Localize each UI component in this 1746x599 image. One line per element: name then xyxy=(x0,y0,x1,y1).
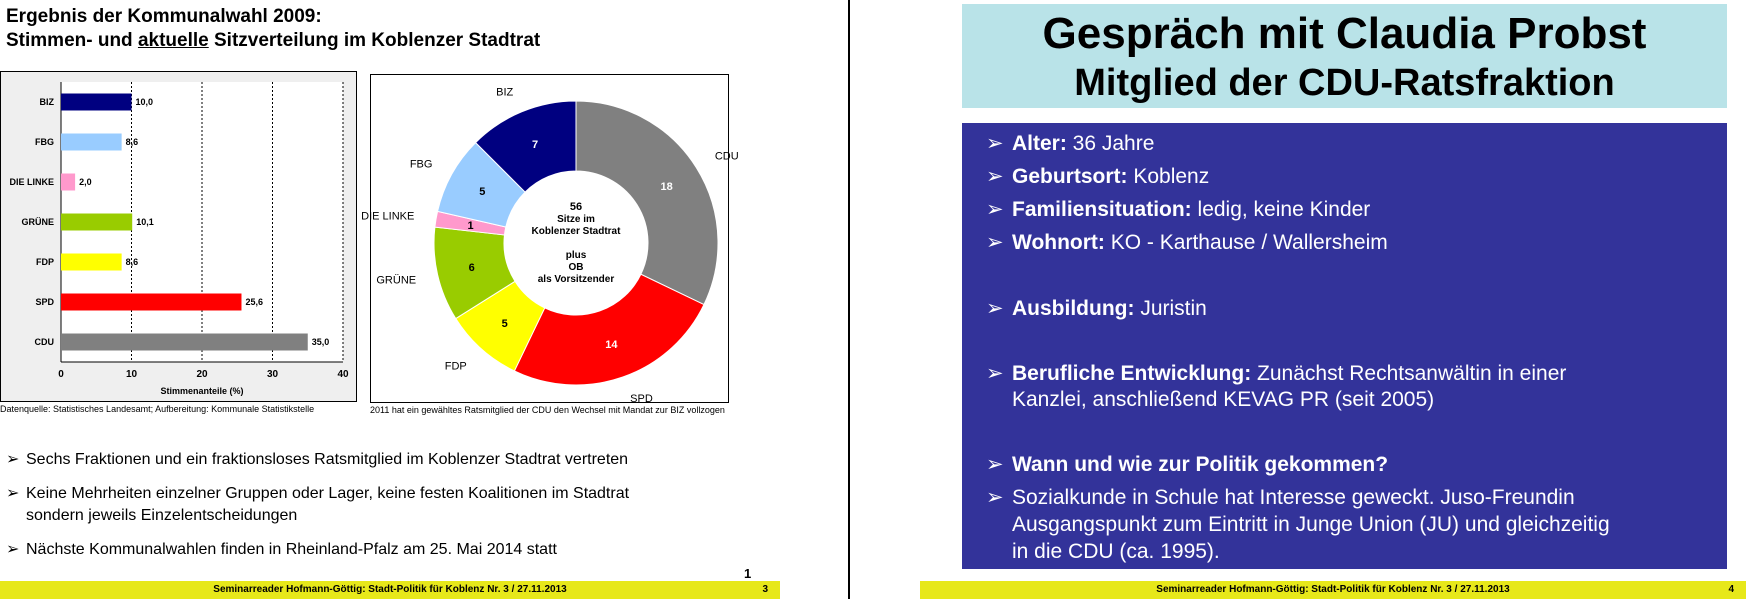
item-text: Juristin xyxy=(1134,297,1207,320)
x-tick-label: 40 xyxy=(337,369,349,380)
item-text: 36 Jahre xyxy=(1066,132,1155,155)
profile-item xyxy=(986,130,1692,157)
bullet-arrow-icon: ➢ xyxy=(986,132,1004,155)
slice-value-label: 14 xyxy=(605,338,618,351)
center-label: Koblenzer Stadtrat xyxy=(531,226,621,237)
bullet-item xyxy=(6,539,746,561)
category-label: FDP xyxy=(36,257,54,267)
item-label: Berufliche Entwicklung: xyxy=(1012,362,1252,385)
donut-chart xyxy=(361,75,739,405)
bar-chart-frame xyxy=(0,71,357,402)
slide-title xyxy=(6,5,540,53)
title-line-2 xyxy=(6,29,540,53)
item-text: Zunächst Rechtsanwältin in einer xyxy=(1251,362,1567,385)
slice-value-label: 5 xyxy=(479,186,486,199)
bullet-arrow-icon: ➢ xyxy=(986,297,1004,320)
donut-chart-frame xyxy=(361,74,739,405)
donut-note: 2011 hat ein gewähltes Ratsmitglied der CDU den Wechsel mit Mandat zur BIZ vollzogen xyxy=(370,405,725,415)
center-label: 56 xyxy=(569,201,583,213)
x-tick-label: 30 xyxy=(266,369,279,380)
bullet-text: Sechs Fraktionen und ein fraktionsloses Ratsmitglied im Koblenzer Stadtrat vertreten xyxy=(26,451,629,468)
profile-item-continuation xyxy=(1012,386,1692,413)
profile-panel xyxy=(962,123,1727,569)
header-line-1: Gespräch mit Claudia Probst xyxy=(1042,9,1647,58)
item-label: Wann und wie zur Politik gekommen? xyxy=(1012,453,1389,476)
bullet-text: sondern jeweils Einzelentscheidungen xyxy=(26,507,298,524)
bullet-arrow-icon: ➢ xyxy=(986,198,1004,221)
bullet-arrow-icon: ➢ xyxy=(6,485,20,502)
category-label: CDU xyxy=(34,337,54,347)
slice-value-label: 7 xyxy=(531,139,539,152)
profile-item xyxy=(986,295,1692,322)
item-label: Ausbildung: xyxy=(1012,297,1135,320)
slice-category-label: BIZ xyxy=(496,86,514,99)
x-tick-label: 20 xyxy=(196,369,208,380)
title-part: Sitzverteilung im Koblenzer Stadtrat xyxy=(208,30,541,51)
bullet-item-continuation xyxy=(6,505,746,527)
center-label: Sitze im xyxy=(557,214,595,225)
item-label: Familiensituation: xyxy=(1012,198,1192,221)
bullet-arrow-icon: ➢ xyxy=(986,486,1004,509)
item-text: ledig, keine Kinder xyxy=(1191,198,1371,221)
bar-chart-source: Datenquelle: Statistisches Landesamt; Aufbereitung: Kommunale Statistikstelle xyxy=(0,404,315,414)
profile-item xyxy=(986,196,1692,223)
profile-item xyxy=(986,360,1692,387)
value-label: 8,6 xyxy=(125,137,139,147)
item-text: Ausgangspunkt zum Eintritt in Junge Union (JU) und gleichzeitig xyxy=(1012,513,1610,536)
value-label: 10,1 xyxy=(136,217,154,227)
left-footer xyxy=(0,581,780,599)
bullet-arrow-icon: ➢ xyxy=(6,451,20,468)
title-line-1: Ergebnis der Kommunalwahl 2009: xyxy=(6,6,322,27)
profile-item xyxy=(986,484,1692,511)
slice-category-label: FDP xyxy=(444,360,467,373)
bar xyxy=(61,174,75,191)
bar xyxy=(61,334,308,351)
category-label: DIE LINKE xyxy=(9,177,54,187)
slice-value-label: 6 xyxy=(468,261,475,274)
donut-slice xyxy=(514,274,704,385)
bar xyxy=(61,254,122,271)
value-label: 2,0 xyxy=(79,177,92,187)
bullet-arrow-icon: ➢ xyxy=(6,541,20,558)
item-text: KO - Karthause / Wallersheim xyxy=(1104,231,1388,254)
bar-chart xyxy=(1,72,356,401)
bullet-text: Nächste Kommunalwahlen finden in Rheinland-Pfalz am 25. Mai 2014 statt xyxy=(26,541,557,558)
x-axis-label: Stimmenanteile (%) xyxy=(160,386,244,396)
item-label: Geburtsort: xyxy=(1012,165,1128,188)
right-footer xyxy=(920,581,1746,599)
value-label: 25,6 xyxy=(245,297,264,307)
footer-page-number: 3 xyxy=(762,584,768,595)
title-underlined-word: aktuelle xyxy=(137,30,209,51)
item-label: Alter: xyxy=(1012,132,1067,155)
item-text: in die CDU (ca. 1995). xyxy=(1012,540,1220,563)
category-label: GRÜNE xyxy=(21,217,54,227)
bar xyxy=(61,294,241,311)
x-tick-label: 0 xyxy=(58,369,64,380)
center-label: als Vorsitzender xyxy=(537,274,615,285)
slice-category-label: SPD xyxy=(630,392,653,405)
category-label: SPD xyxy=(35,297,54,307)
page-marker: 1 xyxy=(744,566,752,581)
center-label: plus xyxy=(565,250,587,261)
footer-text: Seminarreader Hofmann-Göttig: Stadt-Politik für Koblenz Nr. 3 / 27.11.2013 xyxy=(1156,584,1510,595)
profile-item-continuation xyxy=(1012,538,1692,565)
profile-item xyxy=(986,229,1692,256)
category-label: BIZ xyxy=(39,97,54,107)
page-divider xyxy=(848,0,850,599)
bullet-item xyxy=(6,483,746,505)
center-label: OB xyxy=(568,262,584,273)
footer-text: Seminarreader Hofmann-Göttig: Stadt-Politik für Koblenz Nr. 3 / 27.11.2013 xyxy=(213,584,567,595)
bullet-arrow-icon: ➢ xyxy=(986,165,1004,188)
bullet-item xyxy=(6,449,746,471)
x-tick-label: 10 xyxy=(125,369,138,380)
item-label: Wohnort: xyxy=(1012,231,1105,254)
footer-page-number: 4 xyxy=(1728,584,1734,595)
slice-value-label: 1 xyxy=(467,220,474,233)
bullet-arrow-icon: ➢ xyxy=(986,362,1004,385)
slice-value-label: 5 xyxy=(501,317,508,330)
profile-item-continuation xyxy=(1012,511,1692,538)
header-line-2: Mitglied der CDU-Ratsfraktion xyxy=(1074,62,1615,104)
item-text: Kanzlei, anschließend KEVAG PR (seit 2005) xyxy=(1012,388,1435,411)
bullet-arrow-icon: ➢ xyxy=(986,231,1004,254)
profile-item xyxy=(986,163,1692,190)
slice-category-label: GRÜNE xyxy=(376,274,417,287)
bar xyxy=(61,214,132,231)
bar xyxy=(61,94,132,111)
slice-category-label: CDU xyxy=(714,150,739,163)
profile-item xyxy=(986,451,1692,478)
bullet-text: Keine Mehrheiten einzelner Gruppen oder Lager, keine festen Koalitionen im Stadtrat xyxy=(26,485,630,502)
value-label: 8,6 xyxy=(125,257,139,267)
slice-category-label: DIE LINKE xyxy=(361,210,415,223)
right-slide-header xyxy=(962,4,1727,108)
bar xyxy=(61,134,122,151)
slice-category-label: FBG xyxy=(409,158,433,171)
item-text: Koblenz xyxy=(1127,165,1210,188)
value-label: 10,0 xyxy=(135,97,154,107)
item-text: Sozialkunde in Schule hat Interesse geweckt. Juso-Freundin xyxy=(1012,486,1575,509)
value-label: 35,0 xyxy=(311,337,330,347)
bullet-arrow-icon: ➢ xyxy=(986,453,1004,476)
title-part: Stimmen- und xyxy=(6,30,138,51)
category-label: FBG xyxy=(35,137,54,147)
slice-value-label: 18 xyxy=(660,181,673,194)
